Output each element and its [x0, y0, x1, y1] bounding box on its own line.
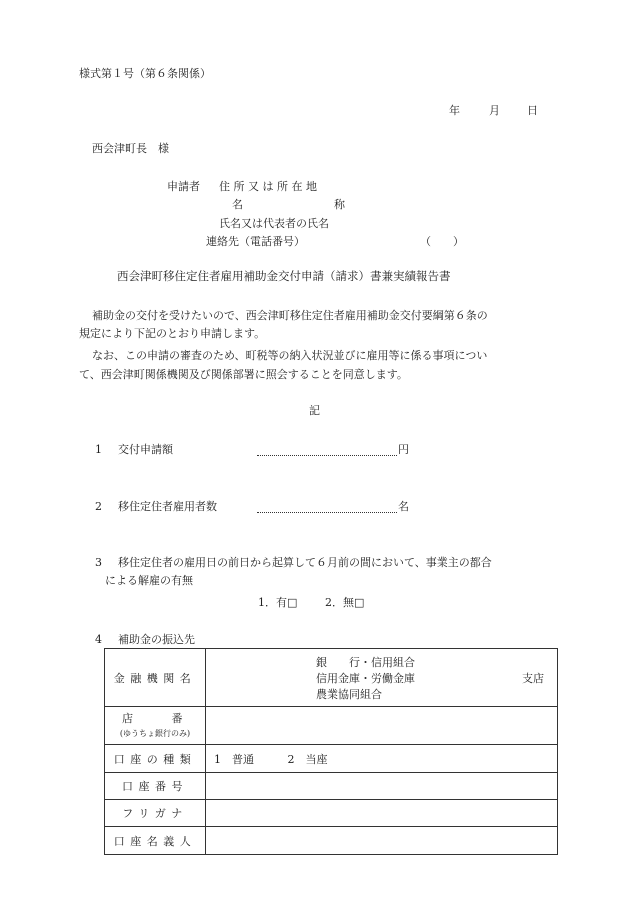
account-type-option-ordinary[interactable]: 1 普通 — [214, 752, 254, 766]
store-number-label — [105, 707, 206, 745]
form-number: 様式第１号（第６条関係） — [79, 67, 211, 80]
item2-label: 移住定住者雇用者数 — [118, 500, 217, 513]
item1-unit: 円 — [398, 443, 409, 456]
name-label-2: 称 — [334, 198, 345, 211]
ki-heading: 記 — [309, 404, 320, 417]
branch-label: 支店 — [522, 672, 544, 685]
store-number-cell[interactable] — [206, 707, 558, 745]
name-label-1: 名 — [232, 198, 243, 211]
body-para2-line1: なお、この申請の審査のため、町税等の納入状況並びに雇用等に係る事項につい — [92, 349, 488, 362]
body-para1-line2: 規定により下記のとおり申請します。 — [79, 327, 266, 340]
account-holder-label: 口座名義人 — [105, 827, 206, 855]
account-holder-cell[interactable] — [206, 827, 558, 855]
item2-count-line[interactable] — [257, 512, 397, 513]
bank-type-line3: 農業協同組合 — [316, 688, 382, 701]
store-number-note: (ゆうちょ銀行のみ) — [119, 728, 191, 738]
bank-account-table — [104, 648, 558, 855]
account-number-cell[interactable] — [206, 773, 558, 800]
institution-label: 金融機関名 — [105, 649, 206, 707]
item1-number: 1 — [95, 443, 102, 456]
item4-number: 4 — [95, 633, 102, 646]
item3-option-yes[interactable]: 1．有□ — [258, 596, 298, 609]
contact-label: 連絡先（電話番号） — [206, 235, 305, 248]
body-para2-line2: て、西会津町関係機関及び関係部署に照会することを同意します。 — [79, 368, 408, 381]
item3-option-no[interactable]: 2．無□ — [325, 596, 365, 609]
item1-amount-line[interactable] — [257, 455, 397, 456]
item4-label: 補助金の振込先 — [118, 633, 195, 646]
account-type-label: 口座の種類 — [105, 745, 206, 773]
item3-line1: 移住定住者の雇用日の前日から起算して６月前の間において、事業主の都合 — [118, 556, 492, 569]
addressee: 西会津町長 様 — [92, 142, 169, 155]
contact-paren: （ ） — [420, 235, 464, 248]
body-para1-line1: 補助金の交付を受けたいので、西会津町移住定住者雇用補助金交付要綱第６条の — [92, 309, 488, 322]
document-title: 西会津町移住定住者雇用補助金交付申請（請求）書兼実績報告書 — [117, 269, 451, 283]
account-number-label: 口座番号 — [105, 773, 206, 800]
date-year: 年 — [449, 104, 460, 117]
applicant-label: 申請者 — [167, 180, 200, 193]
account-type-option-current[interactable]: 2 当座 — [287, 752, 328, 766]
item2-unit: 名 — [398, 500, 409, 513]
account-type-cell[interactable] — [206, 745, 558, 773]
bank-type-line1: 銀 行・信用組合 — [316, 656, 415, 669]
furigana-cell[interactable] — [206, 800, 558, 827]
date-month: 月 — [489, 104, 500, 117]
date-day: 日 — [527, 104, 538, 117]
item3-number: 3 — [95, 556, 102, 569]
store-number-text: 店 番 — [122, 711, 188, 725]
item1-label: 交付申請額 — [118, 443, 173, 456]
institution-cell[interactable] — [206, 649, 558, 707]
item3-line2: による解雇の有無 — [105, 574, 193, 587]
item2-number: 2 — [95, 500, 102, 513]
address-label: 住 所 又 は 所 在 地 — [219, 180, 317, 193]
furigana-label: フリガナ — [105, 800, 206, 827]
bank-type-line2: 信用金庫・労働金庫 — [316, 672, 415, 685]
representative-label: 氏名又は代表者の氏名 — [219, 217, 329, 230]
